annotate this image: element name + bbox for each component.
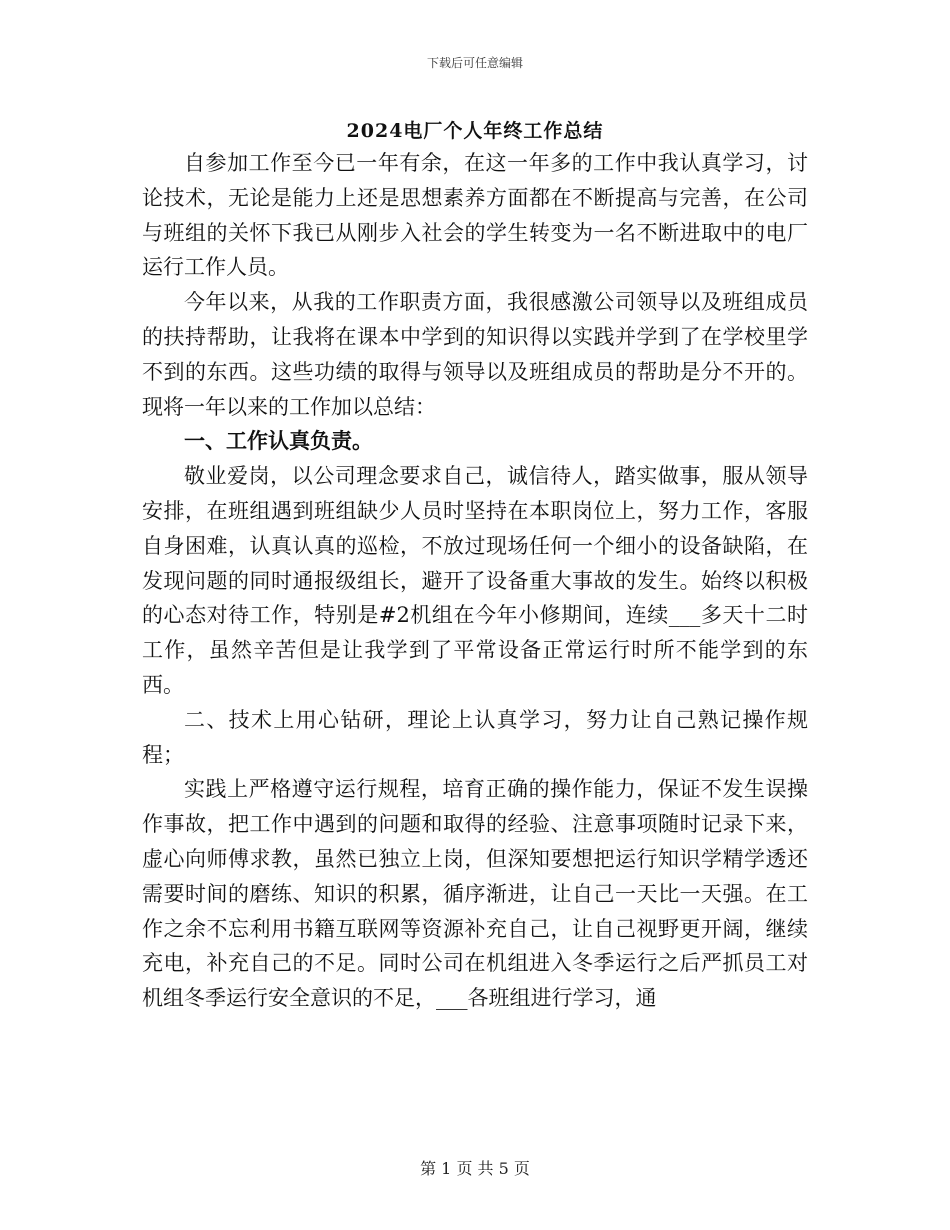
page-number: 第 1 页 共 5 页 xyxy=(420,1159,530,1178)
document-body xyxy=(142,146,808,1016)
paragraph-intro: 自参加工作至今已一年有余，在这一年多的工作中我认真学习，讨论技术，无论是能力上还是思想素养方面都在不断提高与完善，在公司与班组的关怀下我已从刚步入社会的学生转变为一名不断进取中的电厂运行工作人员。 xyxy=(142,151,808,280)
paragraph-thanks: 今年以来，从我的工作职责方面，我很感激公司领导以及班组成员的扶持帮助，让我将在课本中学到的知识得以实践并学到了在学校里学不到的东西。这些功绩的取得与领导以及班组成员的帮助是分不开的。现将一年以来的工作加以总结： xyxy=(142,290,808,419)
section-heading-2: 二、技术上用心钻研，理论上认真学习，努力让自己熟记操作规程； xyxy=(142,707,808,767)
paragraph-practice: 实践上严格遵守运行规程，培育正确的操作能力，保证不发生误操作事故，把工作中遇到的问题和取得的经验、注意事项随时记录下来，虚心向师傅求教，虽然已独立上岗，但深知要想把运行知识学精学透还需要时间的磨练、知识的积累，循序渐进，让自己一天比一天强。在工作之余不忘利用书籍互联网等资源补充自己，让自己视野更开阔，继续充电，补充自己的不足。同时公司在机组进入冬季运行之后严抓员工对机组冬季运行安全意识的不足，___各班组进行学习，通 xyxy=(142,777,808,1011)
paragraph-work-attitude: 敬业爱岗，以公司理念要求自己，诚信待人，踏实做事，服从领导安排，在班组遇到班组缺少人员时坚持在本职岗位上，努力工作，客服自身困难，认真认真的巡检，不放过现场任何一个细小的设备缺陷，在发现问题的同时通报级组长，避开了设备重大事故的发生。始终以积极的心态对待工作，特别是#2机组在今年小修期间，连续___多天十二时工作，虽然辛苦但是让我学到了平常设备正常运行时所不能学到的东西。 xyxy=(142,464,808,697)
header-note: 下载后可任意编辑 xyxy=(426,56,523,70)
document-title: 2024电厂个人年终工作总结 xyxy=(346,120,604,142)
section-heading-1: 一、工作认真负责。 xyxy=(184,428,373,454)
